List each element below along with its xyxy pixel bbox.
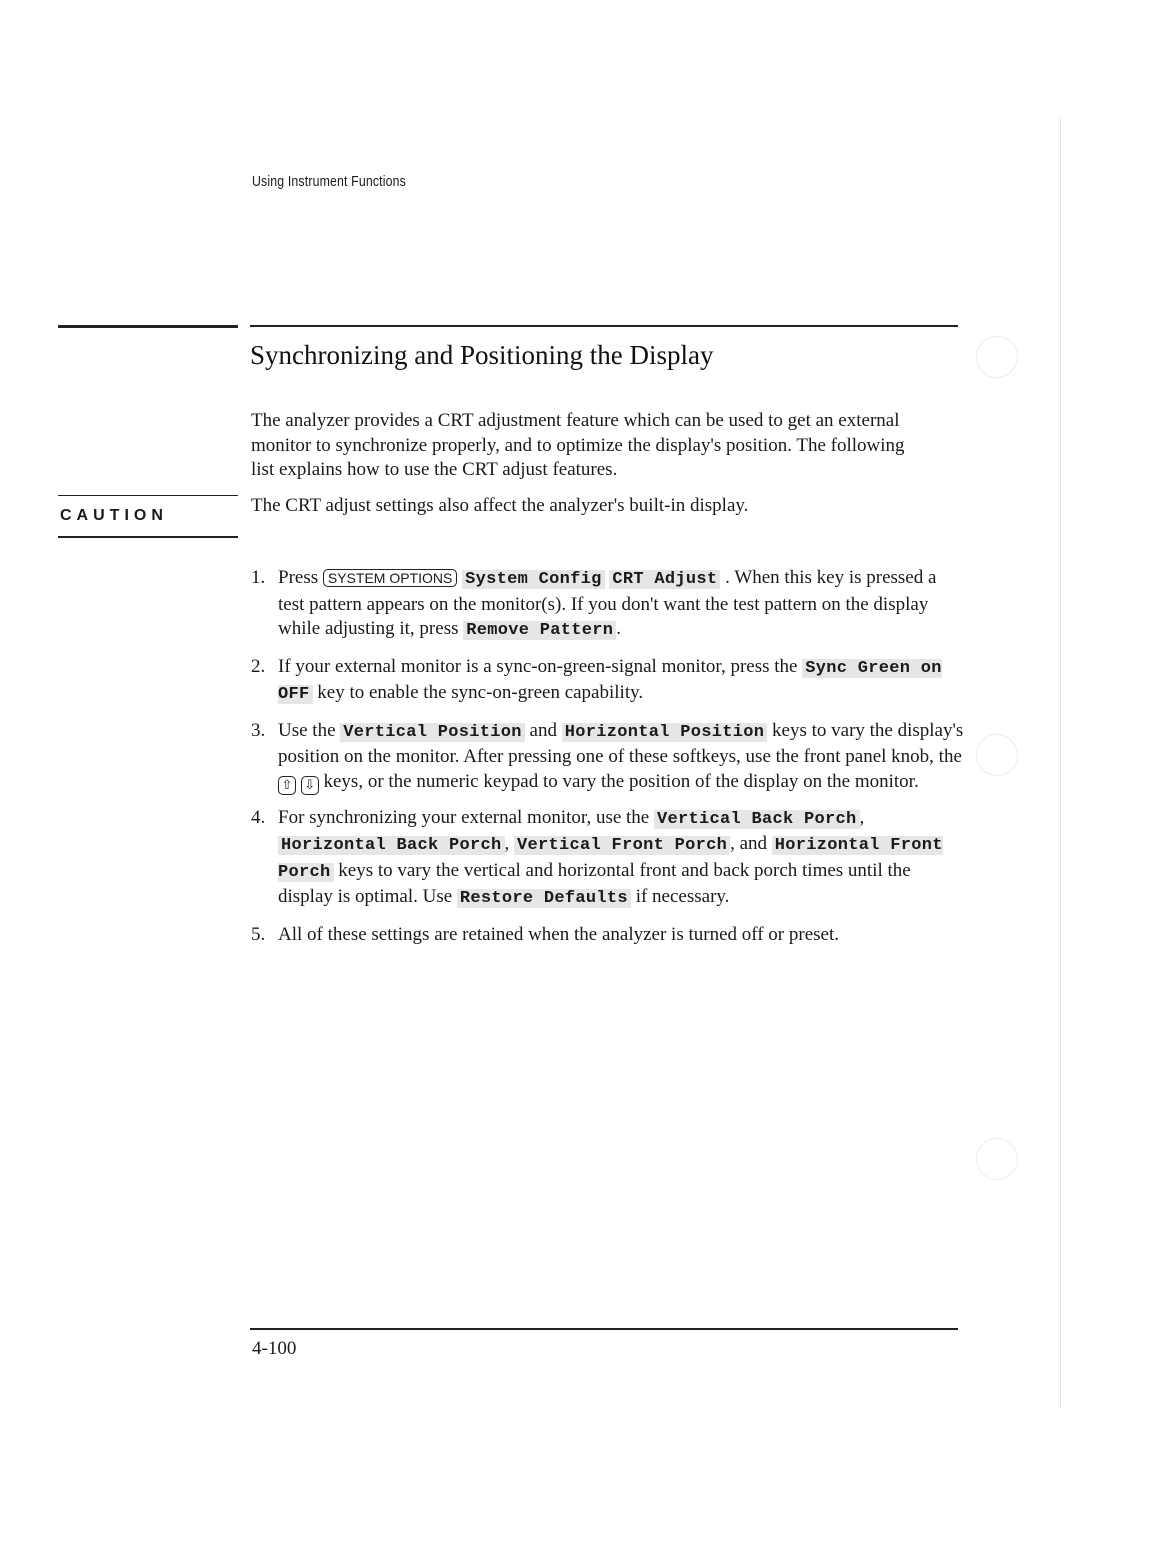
step-text: For synchronizing your external monitor, use the <box>278 806 650 828</box>
vertical-front-porch-softkey[interactable]: Vertical Front Porch <box>514 836 730 855</box>
step-text: . When this key is pressed a test pattern appears on the monitor(s). If you don't want the test pattern on the display while adjusting it, press <box>278 567 937 639</box>
step-number: 4. <box>251 806 266 828</box>
section-title: Synchronizing and Positioning the Display <box>250 340 714 370</box>
punch-hole <box>976 336 1018 378</box>
steps-list <box>251 566 966 958</box>
step-text: Use the <box>278 719 336 741</box>
down-arrow-icon[interactable]: ⇩ <box>301 776 319 795</box>
step-text: , <box>504 833 510 854</box>
step-text: Press <box>278 567 319 588</box>
punch-hole <box>976 734 1018 776</box>
margin-rule-top <box>58 325 238 328</box>
caution-text: The CRT adjust settings also affect the analyzer's built-in display. <box>251 495 749 516</box>
step-text: and <box>529 719 557 741</box>
vertical-back-porch-softkey[interactable]: Vertical Back Porch <box>654 810 860 829</box>
step-5 <box>251 923 966 948</box>
remove-pattern-softkey[interactable]: Remove Pattern <box>463 621 616 640</box>
step-text: keys to vary the display's position on the monitor. After pressing one of these softkeys, use the front panel knob, the <box>278 719 964 767</box>
step-text: All of these settings are retained when the analyzer is turned off or preset. <box>278 923 840 945</box>
up-arrow-icon[interactable]: ⇧ <box>278 776 296 795</box>
step-text: , <box>859 806 865 828</box>
step-4 <box>251 806 966 912</box>
step-text: . <box>616 618 622 639</box>
horizontal-front-porch-softkey[interactable]: Horizontal Front Porch <box>278 836 943 882</box>
step-text: key to enable the sync-on-green capability. <box>317 682 644 703</box>
system-config-softkey[interactable]: System Config <box>462 570 605 589</box>
vertical-position-softkey[interactable]: Vertical Position <box>340 723 525 742</box>
restore-defaults-softkey[interactable]: Restore Defaults <box>457 889 631 908</box>
step-number: 3. <box>251 719 266 741</box>
step-text: , and <box>730 833 768 854</box>
section-rule <box>250 325 958 327</box>
step-3 <box>251 719 966 795</box>
step-text: if necessary. <box>635 886 730 907</box>
horizontal-position-softkey[interactable]: Horizontal Position <box>562 723 768 742</box>
caution-rule-top <box>58 495 238 496</box>
caution-label: CAUTION <box>60 507 168 524</box>
horizontal-back-porch-softkey[interactable]: Horizontal Back Porch <box>278 836 505 855</box>
step-1 <box>251 566 966 644</box>
sync-green-softkey[interactable]: Sync Green on OFF <box>278 658 942 704</box>
footer-rule <box>250 1328 958 1330</box>
intro-paragraph: The analyzer provides a CRT adjustment feature which can be used to get an external monitor to synchronize properly, and to optimize the display's position. The following list explains how to use the CRT adjust features. <box>251 410 905 480</box>
step-text: keys to vary the vertical and horizontal front and back porch times until the display is optimal. Use <box>278 859 911 907</box>
page-edge-line <box>1060 118 1061 1408</box>
step-2 <box>251 655 966 708</box>
step-number: 2. <box>251 655 266 677</box>
step-number: 1. <box>251 567 266 588</box>
caution-rule-bottom <box>58 536 238 538</box>
running-head: Using Instrument Functions <box>252 173 406 190</box>
page-number: 4-100 <box>252 1338 297 1359</box>
system-options-key[interactable]: SYSTEM OPTIONS <box>323 569 457 587</box>
punch-hole <box>976 1138 1018 1180</box>
step-number: 5. <box>251 923 266 945</box>
step-text: If your external monitor is a sync-on-green-signal monitor, press the <box>278 655 798 677</box>
crt-adjust-softkey[interactable]: CRT Adjust <box>609 570 720 589</box>
step-text: keys, or the numeric keypad to vary the position of the display on the monitor. <box>323 770 919 792</box>
